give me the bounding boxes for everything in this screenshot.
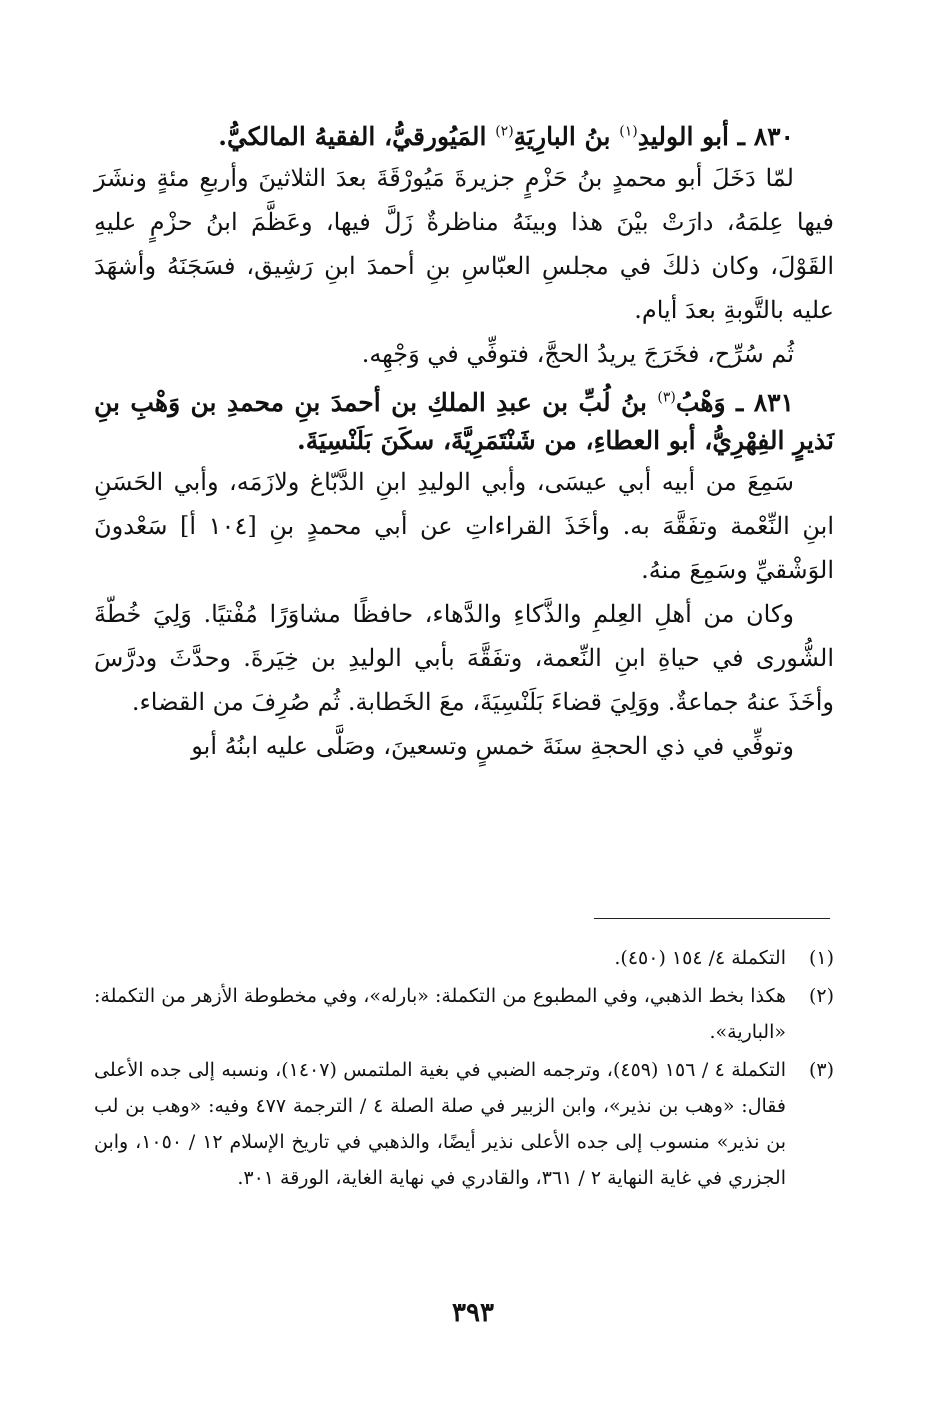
footnote-number: (٣) [808, 1059, 834, 1081]
footnote-ref: (٢) [495, 123, 514, 140]
paragraph: سَمِعَ من أبيه أبي عيسَى، وأبي الوليدِ ابنِ الدَّبّاغ ولازَمَه، وأبي الحَسَنِ ابنِ النِّعْمة وتفَقَّهَ به. وأخَذَ القراءاتِ عن أبي محمدٍ بنِ [١٠٤ أ] سَعْدونَ الوَشْقيِّ وسَمِعَ منهُ. [94, 468, 834, 584]
footnote [94, 1052, 834, 1196]
footnote-ref: (٣) [657, 389, 676, 406]
paragraph: وكان من أهلِ العِلمِ والذَّكاءِ والدَّهاء، حافظًا مشاوَرًا مُفْتيًا. وَلِيَ خُطّةَ الشُّورى في حياةِ ابنِ النِّعمة، وتفَقَّهَ بأبي الوليدِ بن خِيَرةَ. وحدَّثَ ودرَّسَ وأخَذَ عنهُ جماعةٌ. ووَلِيَ قضاءَ بَلَنْسِيَةَ، معَ الخَطابة. ثُم صُرِفَ من القضاء. [94, 600, 834, 716]
entry-heading-831 [94, 384, 834, 460]
footnote-text: التكملة ٤/ ١٥٤ (٤٥٠). [614, 947, 786, 969]
footnotes [94, 940, 834, 1198]
page-number: ٣٩٣ [452, 1298, 494, 1328]
footnote-text: التكملة ٤ / ١٥٦ (٤٥٩)، وترجمه الضبي في بغية الملتمس (١٤٠٧)، ونسبه إلى جده الأعلى فقال: «وهب بن نذير»، وابن الزبير في صلة الصلة ٤ / الترجمة ٤٧٧ وفيه: «وهب بن لب بن نذير» منسوب إلى جده الأعلى نذير أيضًا، والذهبي في تاريخ الإسلام ١٢ / ١٠٥٠، وابن الجزري في غاية النهاية ٢ / ٣٦١، والقادري في نهاية الغاية، الورقة ٣٠١. [94, 1059, 786, 1189]
main-text [94, 118, 834, 768]
paragraph: ثُم سُرِّح، فخَرَجَ يريدُ الحجَّ، فتوفِّي في وَجْهِه. [361, 340, 794, 368]
footnote [94, 940, 834, 976]
footnote-number: (٢) [808, 985, 834, 1007]
entry-heading-part: بنُ البارِيَةِ [513, 122, 620, 151]
footnote-ref: (١) [619, 123, 638, 140]
paragraph: لمّا دَخَلَ أبو محمدٍ بنُ حَزْمٍ جزيرةَ مَيُورْقَةَ بعدَ الثلاثينَ وأربعِ مئةٍ ونشَرَ فيها عِلمَهُ، دارَتْ بيْنَ هذا وبينَهُ مناظرةٌ زَلَّ فيها، وعَظَّمَ ابنُ حزْمٍ عليهِ القَوْلَ، وكان ذلكَ في مجلسِ العبّاسِ بنِ أحمدَ ابنِ رَشِيق، فسَجَنَهُ وأشهَدَ عليه بالتَّوبةِ بعدَ أيام. [94, 164, 834, 324]
spacer [94, 376, 834, 384]
footnote [94, 978, 834, 1050]
entry-heading-part: ٨٣٠ ـ أبو الوليدِ [637, 122, 794, 151]
paragraph: وتوفِّي في ذي الحجةِ سنَةَ خمسٍ وتسعينَ، وصَلَّى عليه ابنُهُ أبو [191, 732, 794, 760]
footnote-text: هكذا بخط الذهبي، وفي المطبوع من التكملة: «بارله»، وفي مخطوطة الأزهر من التكملة: «البارية». [94, 985, 786, 1043]
footnote-separator [594, 918, 830, 919]
entry-heading-830 [94, 118, 834, 156]
entry-heading-part: المَيُورقيُّ، الفقيهُ المالكيُّ. [218, 122, 496, 151]
entry-heading-part: بنُ لُبِّ بن عبدِ الملكِ بن أحمدَ بنِ محمدِ بن وَهْبِ بنِ نَذيرٍ الفِهْرِيُّ، أبو العطاءِ، من شَنْتَمَرِيَّةَ، سكَنَ بَلَنْسِيَةَ. [94, 388, 834, 455]
footnote-number: (١) [808, 947, 834, 969]
entry-heading-part: ٨٣١ ـ وَهْبُ [675, 388, 794, 417]
